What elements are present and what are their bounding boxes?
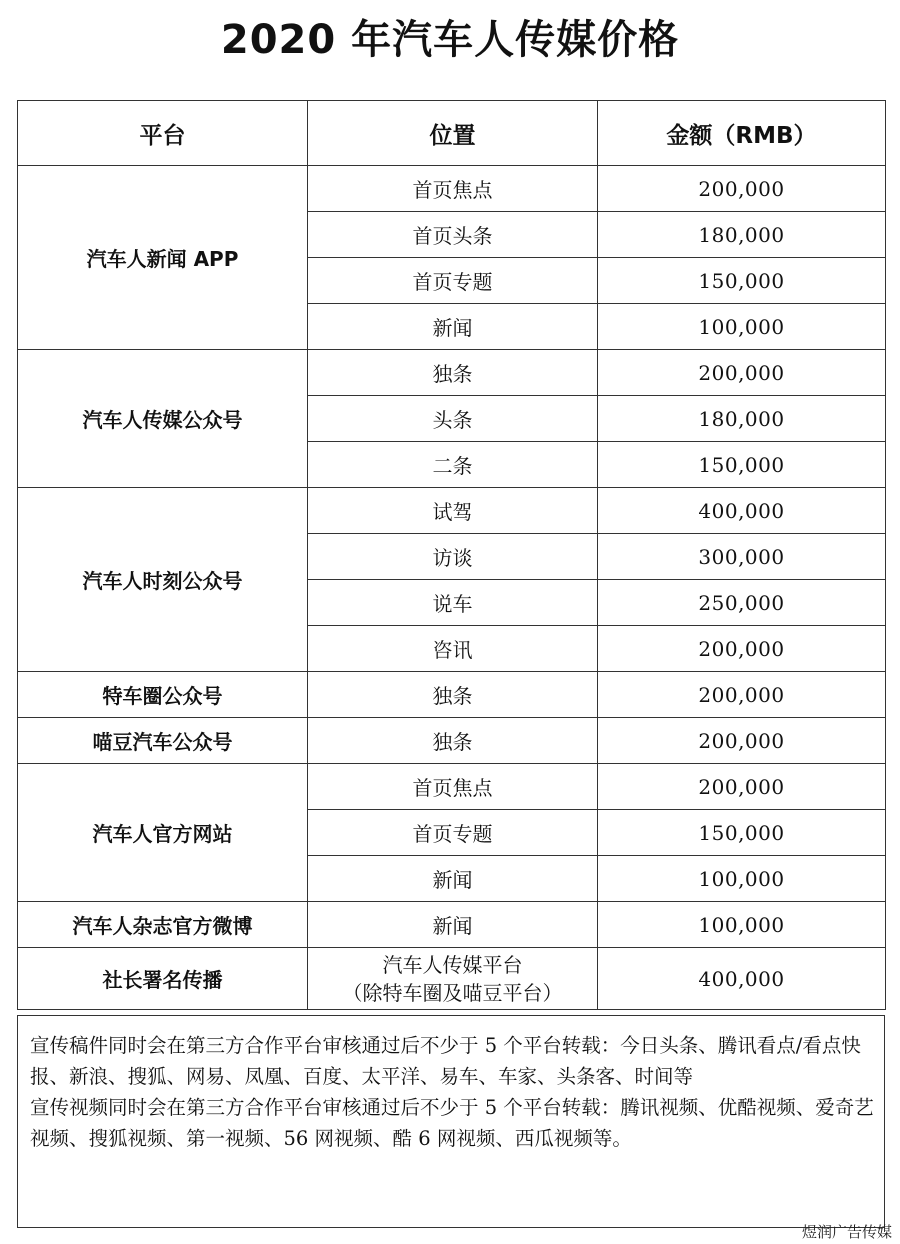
platform-cell: 社长署名传播 [18,948,308,1010]
position-cell: 首页专题 [308,258,598,304]
platform-cell: 汽车人时刻公众号 [18,488,308,672]
position-line-2: （除特车圈及喵豆平台） [342,980,563,1005]
amount-cell: 200,000 [598,718,886,764]
amount-cell: 100,000 [598,304,886,350]
platform-cell: 特车圈公众号 [18,672,308,718]
table-row [18,764,886,810]
amount-cell: 200,000 [598,350,886,396]
amount-cell: 100,000 [598,856,886,902]
position-cell: 头条 [308,396,598,442]
header-amount: 金额（RMB） [598,101,886,166]
amount-cell: 200,000 [598,626,886,672]
position-cell: 咨讯 [308,626,598,672]
position-cell: 独条 [308,718,598,764]
table-row [18,166,886,212]
position-cell: 新闻 [308,856,598,902]
amount-cell: 180,000 [598,212,886,258]
position-cell [308,948,598,1010]
table-row [18,948,886,1010]
position-line-1: 汽车人传媒平台 [382,952,523,977]
amount-cell: 400,000 [598,488,886,534]
table-row [18,902,886,948]
amount-cell: 150,000 [598,442,886,488]
amount-cell: 150,000 [598,258,886,304]
page-title: 2020 年汽车人传媒价格 [220,17,680,63]
notes-box [17,1015,885,1228]
position-cell: 独条 [308,350,598,396]
position-cell: 试驾 [308,488,598,534]
amount-cell: 200,000 [598,166,886,212]
position-cell: 访谈 [308,534,598,580]
amount-cell: 200,000 [598,672,886,718]
note-videos: 宣传视频同时会在第三方合作平台审核通过后不少于 5 个平台转载：腾讯视频、优酷视频、爱奇艺视频、搜狐视频、第一视频、56 网视频、酷 6 网视频、西瓜视频等。 [30,1096,874,1150]
platform-cell: 汽车人传媒公众号 [18,350,308,488]
position-cell: 新闻 [308,304,598,350]
position-cell: 首页焦点 [308,166,598,212]
table-row [18,672,886,718]
platform-cell: 汽车人官方网站 [18,764,308,902]
table-body [18,166,886,1010]
position-cell: 独条 [308,672,598,718]
position-cell: 首页焦点 [308,764,598,810]
amount-cell: 400,000 [598,948,886,1010]
table-row [18,718,886,764]
header-platform: 平台 [18,101,308,166]
amount-cell: 180,000 [598,396,886,442]
platform-cell: 汽车人新闻 APP [18,166,308,350]
header-position: 位置 [308,101,598,166]
table-row [18,350,886,396]
amount-cell: 200,000 [598,764,886,810]
platform-cell: 喵豆汽车公众号 [18,718,308,764]
table-row [18,488,886,534]
position-cell: 二条 [308,442,598,488]
position-cell: 首页专题 [308,810,598,856]
watermark: 煜润广告传媒 [801,1223,892,1241]
note-articles: 宣传稿件同时会在第三方合作平台审核通过后不少于 5 个平台转载：今日头条、腾讯看点/看点快报、新浪、搜狐、网易、凤凰、百度、太平洋、易车、车家、头条客、时间等 [30,1034,861,1088]
table-header-row [18,101,886,166]
price-table [17,100,886,1010]
position-cell: 新闻 [308,902,598,948]
amount-cell: 300,000 [598,534,886,580]
position-cell: 首页头条 [308,212,598,258]
amount-cell: 250,000 [598,580,886,626]
position-cell: 说车 [308,580,598,626]
platform-cell: 汽车人杂志官方微博 [18,902,308,948]
amount-cell: 100,000 [598,902,886,948]
amount-cell: 150,000 [598,810,886,856]
